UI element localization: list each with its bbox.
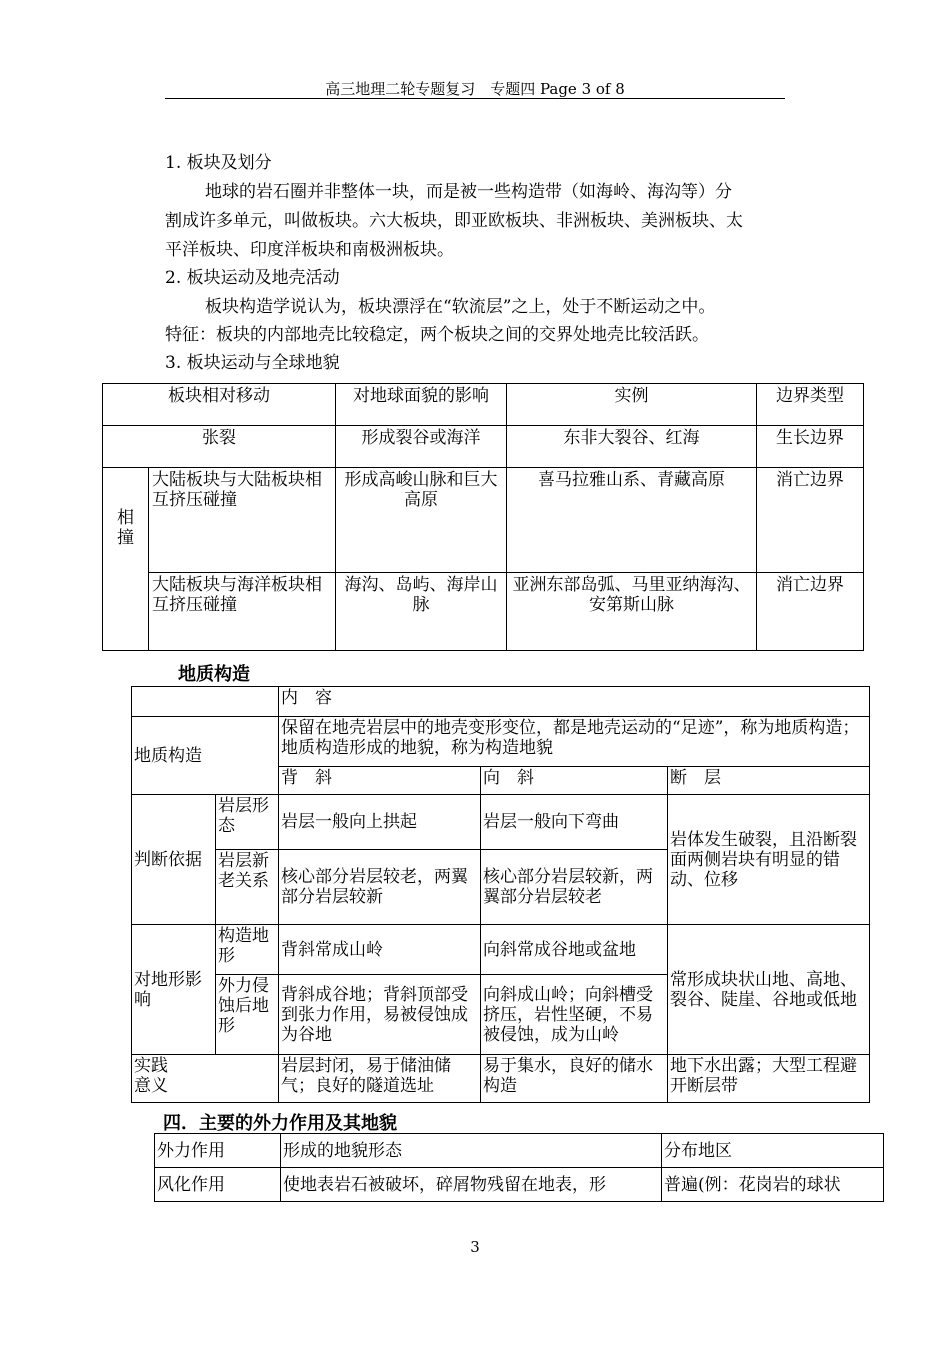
cell-collide (103, 468, 149, 651)
geologic-structure-label: 地质构造 (132, 717, 279, 795)
paragraph-line: 平洋板块、印度洋板块和南极洲板块。 (165, 240, 454, 260)
paragraph-line: 板块构造学说认为，板块漂浮在“软流层”之上，处于不断运动之中。 (205, 297, 716, 317)
page-header: 高三地理二轮专题复习 专题四 Page 3 of 8 (325, 80, 625, 98)
cell-rift: 张裂 (103, 426, 336, 468)
header-content: 内 容 (279, 687, 870, 717)
practice-label (132, 1055, 279, 1103)
geologic-structure-table (131, 686, 870, 1103)
cell-cont-cont-example: 喜马拉雅山系、青藏高原 (507, 468, 757, 573)
anticline-shape: 岩层一般向上拱起 (279, 795, 481, 850)
page-number: 3 (470, 1238, 480, 1256)
paragraph-line: 割成许多单元，叫做板块。六大板块，即亚欧板块、非洲板块、美洲板块、太 (165, 211, 743, 231)
anticline-erosion: 背斜成谷地；背斜顶部受到张力作用，易被侵蚀成为谷地 (279, 975, 481, 1055)
practice-text: 实践意义 (134, 1056, 168, 1096)
cell-rift-effect: 形成裂谷或海洋 (336, 426, 507, 468)
plate-movement-table (102, 383, 864, 651)
syncline-erosion: 向斜成山岭；向斜槽受挤压，岩性坚硬，不易被侵蚀，成为山岭 (481, 975, 668, 1055)
weathering-form: 使地表岩石被破坏，碎屑物残留在地表，形 (281, 1168, 662, 1202)
paragraph-line: 地球的岩石圈并非整体一块，而是被一些构造带（如海岭、海沟等）分 (205, 182, 732, 202)
section-2-title: 2. 板块运动及地壳活动 (165, 268, 340, 288)
header-rule (165, 98, 785, 99)
fault-landform: 常形成块状山地、高地、裂谷、陡崖、谷地或低地 (668, 925, 870, 1055)
cell-rift-example: 东非大裂谷、红海 (507, 426, 757, 468)
syncline-tectonic: 向斜常成谷地或盆地 (481, 925, 668, 975)
cell-cont-cont-boundary: 消亡边界 (757, 468, 864, 573)
header-distribution: 分布地区 (662, 1134, 884, 1168)
header-plate-movement: 板块相对移动 (103, 384, 336, 426)
cell-cont-ocean: 大陆板块与海洋板块相互挤压碰撞 (149, 573, 336, 651)
cell-cont-ocean-effect: 海沟、岛屿、海岸山脉 (336, 573, 507, 651)
syncline-practice: 易于集水，良好的储水构造 (481, 1055, 668, 1103)
blank-corner (132, 687, 279, 717)
cell-cont-cont-effect: 形成高峻山脉和巨大高原 (336, 468, 507, 573)
weathering-label: 风化作用 (155, 1168, 281, 1202)
landform-effect-label: 对地形影响 (132, 925, 216, 1055)
paragraph-line: 特征：板块的内部地壳比较稳定，两个板块之间的交界处地壳比较活跃。 (165, 325, 709, 345)
syncline-age: 核心部分岩层较新，两翼部分岩层较老 (481, 850, 668, 925)
section-3-title: 3. 板块运动与全球地貌 (165, 353, 340, 373)
cell-rift-boundary: 生长边界 (757, 426, 864, 468)
cell-cont-cont: 大陆板块与大陆板块相互挤压碰撞 (149, 468, 336, 573)
tectonic-landform-label: 构造地形 (216, 925, 279, 975)
geologic-structure-definition: 保留在地壳岩层中的地壳变形变位，都是地壳运动的“足迹”，称为地质构造；地质构造形成的地貌，称为构造地貌 (279, 717, 870, 767)
header-effect: 对地球面貌的影响 (336, 384, 507, 426)
section-1-title: 1. 板块及划分 (165, 153, 272, 173)
rock-shape-label: 岩层形态 (216, 795, 279, 850)
section-4-title: 四．主要的外力作用及其地貌 (163, 1113, 397, 1134)
fault-judge: 岩体发生破裂，且沿断裂面两侧岩块有明显的错动、位移 (668, 795, 870, 925)
header-landform-form: 形成的地貌形态 (281, 1134, 662, 1168)
header-external-force: 外力作用 (155, 1134, 281, 1168)
header-example: 实例 (507, 384, 757, 426)
header-syncline: 向 斜 (481, 767, 668, 795)
header-fault: 断 层 (668, 767, 870, 795)
erosion-landform-label: 外力侵蚀后地形 (216, 975, 279, 1055)
external-force-table (154, 1133, 884, 1202)
anticline-practice: 岩层封闭，易于储油储气；良好的隧道选址 (279, 1055, 481, 1103)
cell-cont-ocean-example: 亚洲东部岛弧、马里亚纳海沟、安第斯山脉 (507, 573, 757, 651)
anticline-age: 核心部分岩层较老，两翼部分岩层较新 (279, 850, 481, 925)
cell-cont-ocean-boundary: 消亡边界 (757, 573, 864, 651)
fault-practice: 地下水出露；大型工程避开断层带 (668, 1055, 870, 1103)
rock-age-label: 岩层新老关系 (216, 850, 279, 925)
header-anticline: 背 斜 (279, 767, 481, 795)
header-boundary-type: 边界类型 (757, 384, 864, 426)
collide-label: 相撞 (117, 508, 134, 548)
judge-basis-label: 判断依据 (132, 795, 216, 925)
anticline-tectonic: 背斜常成山岭 (279, 925, 481, 975)
weathering-area: 普遍(例：花岗岩的球状 (662, 1168, 884, 1202)
geology-structure-title: 地质构造 (178, 664, 250, 685)
syncline-shape: 岩层一般向下弯曲 (481, 795, 668, 850)
